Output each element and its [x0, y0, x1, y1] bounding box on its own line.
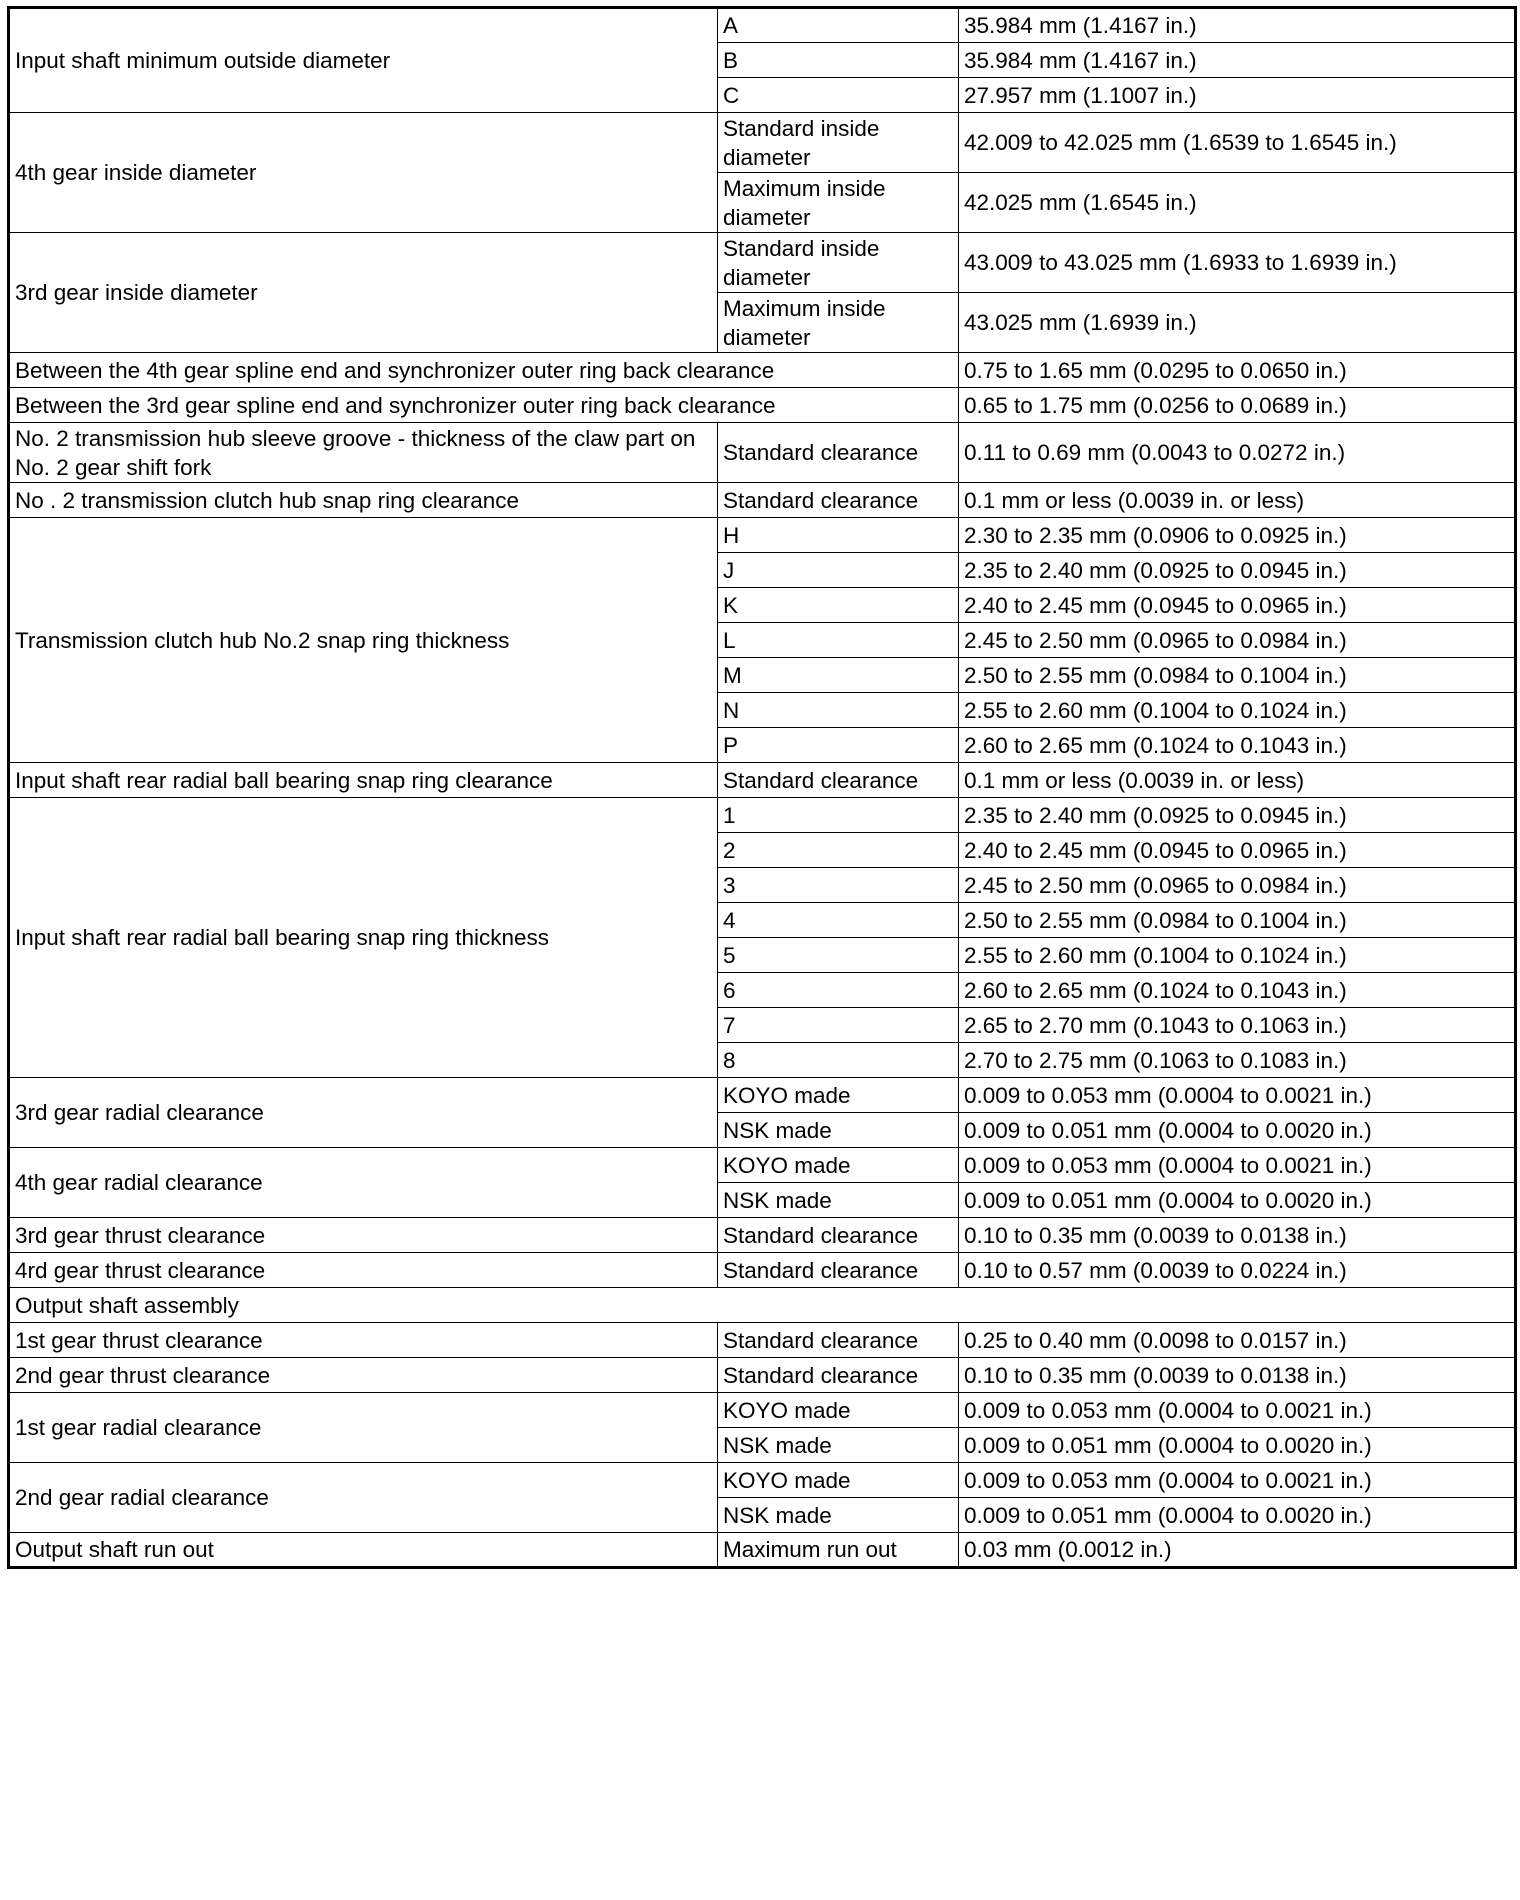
condition-cell: Standard clearance	[718, 483, 959, 518]
table-row	[9, 1533, 1516, 1568]
value-cell: 0.1 mm or less (0.0039 in. or less)	[959, 763, 1516, 798]
value-cell: 2.60 to 2.65 mm (0.1024 to 0.1043 in.)	[959, 728, 1516, 763]
table-row	[9, 483, 1516, 518]
condition-cell: M	[718, 658, 959, 693]
value-cell: 2.60 to 2.65 mm (0.1024 to 0.1043 in.)	[959, 973, 1516, 1008]
condition-cell: Maximum inside diameter	[718, 173, 959, 233]
item-cell: Input shaft rear radial ball bearing snap ring clearance	[9, 763, 718, 798]
table-row	[9, 8, 1516, 43]
condition-cell: Maximum inside diameter	[718, 293, 959, 353]
item-cell: Between the 3rd gear spline end and synchronizer outer ring back clearance	[9, 388, 959, 423]
value-cell: 0.03 mm (0.0012 in.)	[959, 1533, 1516, 1568]
condition-cell: KOYO made	[718, 1078, 959, 1113]
condition-cell: J	[718, 553, 959, 588]
value-cell: 2.35 to 2.40 mm (0.0925 to 0.0945 in.)	[959, 553, 1516, 588]
value-cell: 2.55 to 2.60 mm (0.1004 to 0.1024 in.)	[959, 938, 1516, 973]
value-cell: 0.10 to 0.57 mm (0.0039 to 0.0224 in.)	[959, 1253, 1516, 1288]
spec-table	[7, 6, 1517, 1569]
condition-cell: A	[718, 8, 959, 43]
value-cell: 0.009 to 0.051 mm (0.0004 to 0.0020 in.)	[959, 1113, 1516, 1148]
value-cell: 0.11 to 0.69 mm (0.0043 to 0.0272 in.)	[959, 423, 1516, 483]
table-row	[9, 518, 1516, 553]
condition-cell: C	[718, 78, 959, 113]
section-heading: Output shaft assembly	[9, 1288, 1516, 1323]
table-row	[9, 388, 1516, 423]
condition-cell: 5	[718, 938, 959, 973]
condition-cell: P	[718, 728, 959, 763]
value-cell: 2.40 to 2.45 mm (0.0945 to 0.0965 in.)	[959, 833, 1516, 868]
spec-table-body	[9, 8, 1516, 1568]
condition-cell: Standard clearance	[718, 1253, 959, 1288]
value-cell: 0.10 to 0.35 mm (0.0039 to 0.0138 in.)	[959, 1218, 1516, 1253]
condition-cell: N	[718, 693, 959, 728]
item-cell: 4th gear inside diameter	[9, 113, 718, 233]
item-cell: Input shaft rear radial ball bearing snap ring thickness	[9, 798, 718, 1078]
condition-cell: Maximum run out	[718, 1533, 959, 1568]
value-cell: 0.75 to 1.65 mm (0.0295 to 0.0650 in.)	[959, 353, 1516, 388]
condition-cell: Standard inside diameter	[718, 113, 959, 173]
table-row	[9, 423, 1516, 483]
condition-cell: Standard clearance	[718, 1358, 959, 1393]
value-cell: 0.009 to 0.053 mm (0.0004 to 0.0021 in.)	[959, 1393, 1516, 1428]
table-row	[9, 113, 1516, 173]
condition-cell: NSK made	[718, 1498, 959, 1533]
table-row	[9, 233, 1516, 293]
condition-cell: Standard clearance	[718, 1323, 959, 1358]
item-cell: 2nd gear thrust clearance	[9, 1358, 718, 1393]
condition-cell: 8	[718, 1043, 959, 1078]
table-row	[9, 1253, 1516, 1288]
table-row	[9, 1218, 1516, 1253]
value-cell: 2.45 to 2.50 mm (0.0965 to 0.0984 in.)	[959, 868, 1516, 903]
condition-cell: NSK made	[718, 1113, 959, 1148]
condition-cell: Standard clearance	[718, 423, 959, 483]
condition-cell: Standard inside diameter	[718, 233, 959, 293]
value-cell: 0.009 to 0.051 mm (0.0004 to 0.0020 in.)	[959, 1428, 1516, 1463]
table-row	[9, 353, 1516, 388]
table-row	[9, 763, 1516, 798]
condition-cell: K	[718, 588, 959, 623]
item-cell: 4th gear radial clearance	[9, 1148, 718, 1218]
table-row	[9, 1393, 1516, 1428]
value-cell: 2.55 to 2.60 mm (0.1004 to 0.1024 in.)	[959, 693, 1516, 728]
item-cell: 3rd gear thrust clearance	[9, 1218, 718, 1253]
value-cell: 0.009 to 0.053 mm (0.0004 to 0.0021 in.)	[959, 1078, 1516, 1113]
condition-cell: KOYO made	[718, 1393, 959, 1428]
item-cell: 4rd gear thrust clearance	[9, 1253, 718, 1288]
value-cell: 2.35 to 2.40 mm (0.0925 to 0.0945 in.)	[959, 798, 1516, 833]
value-cell: 0.009 to 0.051 mm (0.0004 to 0.0020 in.)	[959, 1498, 1516, 1533]
value-cell: 0.65 to 1.75 mm (0.0256 to 0.0689 in.)	[959, 388, 1516, 423]
item-cell: No. 2 transmission hub sleeve groove - thickness of the claw part on No. 2 gear shift fork	[9, 423, 718, 483]
condition-cell: NSK made	[718, 1183, 959, 1218]
item-cell: Input shaft minimum outside diameter	[9, 8, 718, 113]
item-cell: 1st gear thrust clearance	[9, 1323, 718, 1358]
table-row	[9, 1288, 1516, 1323]
value-cell: 35.984 mm (1.4167 in.)	[959, 43, 1516, 78]
condition-cell: 7	[718, 1008, 959, 1043]
value-cell: 43.009 to 43.025 mm (1.6933 to 1.6939 in.)	[959, 233, 1516, 293]
value-cell: 42.009 to 42.025 mm (1.6539 to 1.6545 in.)	[959, 113, 1516, 173]
value-cell: 27.957 mm (1.1007 in.)	[959, 78, 1516, 113]
table-row	[9, 1078, 1516, 1113]
value-cell: 0.10 to 0.35 mm (0.0039 to 0.0138 in.)	[959, 1358, 1516, 1393]
condition-cell: L	[718, 623, 959, 658]
condition-cell: Standard clearance	[718, 763, 959, 798]
table-row	[9, 1148, 1516, 1183]
value-cell: 2.65 to 2.70 mm (0.1043 to 0.1063 in.)	[959, 1008, 1516, 1043]
table-row	[9, 798, 1516, 833]
value-cell: 0.1 mm or less (0.0039 in. or less)	[959, 483, 1516, 518]
condition-cell: 1	[718, 798, 959, 833]
item-cell: No . 2 transmission clutch hub snap ring clearance	[9, 483, 718, 518]
value-cell: 42.025 mm (1.6545 in.)	[959, 173, 1516, 233]
value-cell: 0.009 to 0.053 mm (0.0004 to 0.0021 in.)	[959, 1148, 1516, 1183]
condition-cell: NSK made	[718, 1428, 959, 1463]
value-cell: 2.30 to 2.35 mm (0.0906 to 0.0925 in.)	[959, 518, 1516, 553]
table-row	[9, 1463, 1516, 1498]
condition-cell: Standard clearance	[718, 1218, 959, 1253]
item-cell: 3rd gear radial clearance	[9, 1078, 718, 1148]
item-cell: Transmission clutch hub No.2 snap ring thickness	[9, 518, 718, 763]
value-cell: 2.70 to 2.75 mm (0.1063 to 0.1083 in.)	[959, 1043, 1516, 1078]
condition-cell: 4	[718, 903, 959, 938]
item-cell: 3rd gear inside diameter	[9, 233, 718, 353]
condition-cell: B	[718, 43, 959, 78]
item-cell: Output shaft run out	[9, 1533, 718, 1568]
value-cell: 35.984 mm (1.4167 in.)	[959, 8, 1516, 43]
condition-cell: KOYO made	[718, 1463, 959, 1498]
value-cell: 0.009 to 0.051 mm (0.0004 to 0.0020 in.)	[959, 1183, 1516, 1218]
condition-cell: KOYO made	[718, 1148, 959, 1183]
value-cell: 0.009 to 0.053 mm (0.0004 to 0.0021 in.)	[959, 1463, 1516, 1498]
table-row	[9, 1358, 1516, 1393]
value-cell: 0.25 to 0.40 mm (0.0098 to 0.0157 in.)	[959, 1323, 1516, 1358]
value-cell: 2.40 to 2.45 mm (0.0945 to 0.0965 in.)	[959, 588, 1516, 623]
item-cell: 1st gear radial clearance	[9, 1393, 718, 1463]
value-cell: 2.45 to 2.50 mm (0.0965 to 0.0984 in.)	[959, 623, 1516, 658]
value-cell: 2.50 to 2.55 mm (0.0984 to 0.1004 in.)	[959, 903, 1516, 938]
value-cell: 43.025 mm (1.6939 in.)	[959, 293, 1516, 353]
condition-cell: 2	[718, 833, 959, 868]
condition-cell: 6	[718, 973, 959, 1008]
condition-cell: 3	[718, 868, 959, 903]
item-cell: Between the 4th gear spline end and synchronizer outer ring back clearance	[9, 353, 959, 388]
item-cell: 2nd gear radial clearance	[9, 1463, 718, 1533]
value-cell: 2.50 to 2.55 mm (0.0984 to 0.1004 in.)	[959, 658, 1516, 693]
table-row	[9, 1323, 1516, 1358]
condition-cell: H	[718, 518, 959, 553]
